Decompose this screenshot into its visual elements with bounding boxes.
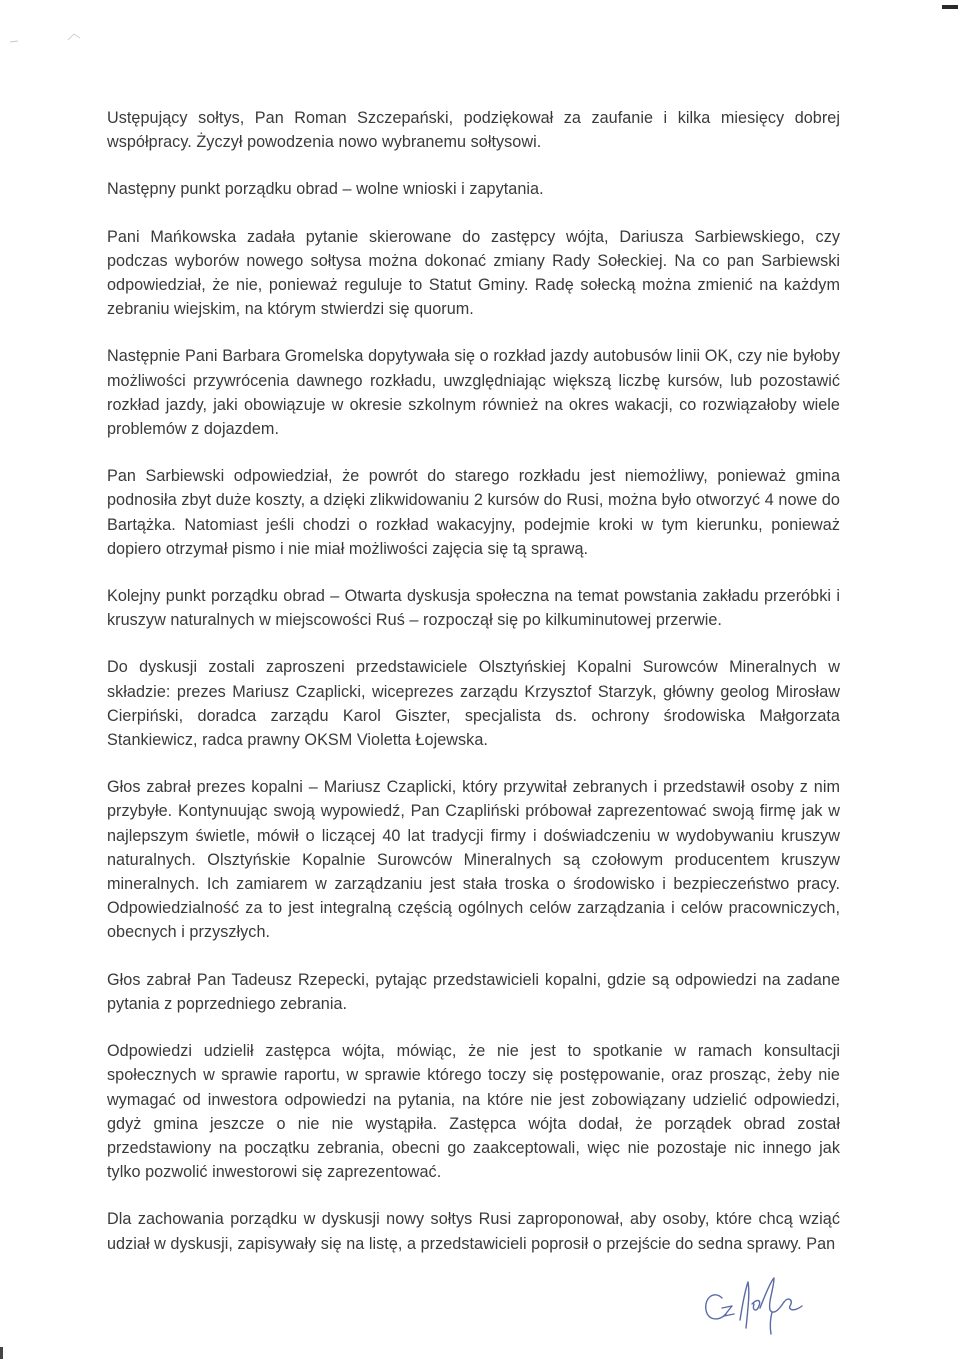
paragraph: Głos zabrał Pan Tadeusz Rzepecki, pytając przedstawicieli kopalni, gdzie są odpowiedzi na zadane pytania z poprzedniego zebrania. [107, 970, 840, 1013]
paragraph: Następnie Pani Barbara Gromelska dopytywała się o rozkład jazdy autobusów linii OK, czy nie byłoby możliwości przywrócenia dawnego rozkładu, uwzględniając większą liczbę kursów, lub pozostawić rozkład jazdy, jaki obowiązuje w okresie szkolnym również na okres wakacji, co rozwiązałoby wiele problemów z dojazdem. [107, 347, 840, 439]
paragraph: Głos zabrał prezes kopalni – Mariusz Czaplicki, który przywitał zebranych i przedstawił osoby z nim przybyłe. Kontynuując swoją wypowiedź, Pan Czapliński próbował zaprezentować swoją firmę jak w najlepszym świetle, mówił o liczącej 40 lat tradycji firmy i doświadczeniu w wydobywaniu kruszyw naturalnych. Olsztyńskie Kopalnie Surowców Mineralnych są czołowym producentem kruszyw mineralnych. Ich zamiarem w zarządzaniu jest stała troska o środowisko i bezpieczeństwo pracy. Odpowiedzialność za to jest integralną częścią ogólnych celów zarządzania i celów pracowniczych, obecnych i przyszłych. [107, 778, 840, 942]
paragraph: Do dyskusji zostali zaproszeni przedstawiciele Olsztyńskiej Kopalni Surowców Mineralnych w składzie: prezes Mariusz Czaplicki, wiceprezes zarządu Krzysztof Starzyk, główny geolog Mirosław Cierpiński, doradca zarządu Karol Giszter, specjalista ds. ochrony środowiska Małgorzata Stankiewicz, radca prawny OKSM Violetta Łojewska. [107, 658, 840, 750]
handwritten-signature [700, 1268, 820, 1338]
paragraph: Pan Sarbiewski odpowiedział, że powrót do starego rozkładu jest niemożliwy, ponieważ gmina podnosiła zbyt duże koszty, a dzięki zlikwidowaniu 2 kursów do Rusi, można było otworzyć 4 nowe do Bartążka. Natomiast jeśli chodzi o rozkład wakacyjny, podejmie kroki w tym kierunku, ponieważ dopiero otrzymał pismo i nie miał możliwości zajęcia się tą sprawą. [107, 467, 840, 558]
paragraph: Dla zachowania porządku w dyskusji nowy sołtys Rusi zaproponował, aby osoby, które chcą wziąć udział w dyskusji, zapisywały się na listę, a przedstawicieli poprosił o przejście do sedna sprawy. Pan [107, 1210, 840, 1253]
scan-mark-bottom-left [0, 1346, 6, 1364]
scan-mark-top-left [8, 28, 88, 53]
paragraph: Odpowiedzi udzielił zastępca wójta, mówiąc, że nie jest to spotkanie w ramach konsultacji społecznych w sprawie raportu, w sprawie którego toczy się postępowanie, oraz prosząc, żeby nie wymagać od inwestora odpowiedzi na pytania, na które nie jest zobowiązany udzielić odpowiedzi, gdyż gmina jeszcze o nie nie wystąpiła. Zastępca wójta dodał, że porządek obrad został przedstawiony na początku zebrania, obecni go zaakceptowali, więc nie pozostaje nic innego jak tylko pozwolić inwestorowi się zaprezentować. [107, 1042, 840, 1182]
paragraph: Pani Mańkowska zadała pytanie skierowane do zastępcy wójta, Dariusza Sarbiewskiego, czy podczas wyborów nowego sołtysa można dokonać zmiany Rady Sołeckiej. Na co pan Sarbiewski odpowiedział, że nie, ponieważ reguluje to Statut Gminy. Radę sołecką można zmienić na każdym zebraniu wiejskim, na którym stwierdzi się quorum. [107, 227, 840, 319]
paragraph: Następny punkt porządku obrad – wolne wnioski i zapytania. [107, 180, 544, 199]
document-body [107, 106, 840, 1279]
paragraph: Kolejny punkt porządku obrad – Otwarta dyskusja społeczna na temat powstania zakładu przeróbki i kruszyw naturalnych w miejscowości Ruś – rozpoczął się po kilkuminutowej przerwie. [107, 587, 840, 630]
paragraph: Ustępujący sołtys, Pan Roman Szczepański, podziękował za zaufanie i kilka miesięcy dobrej współpracy. Życzył powodzenia nowo wybranemu sołtysowi. [107, 109, 840, 152]
scan-mark-top-right [940, 0, 960, 18]
